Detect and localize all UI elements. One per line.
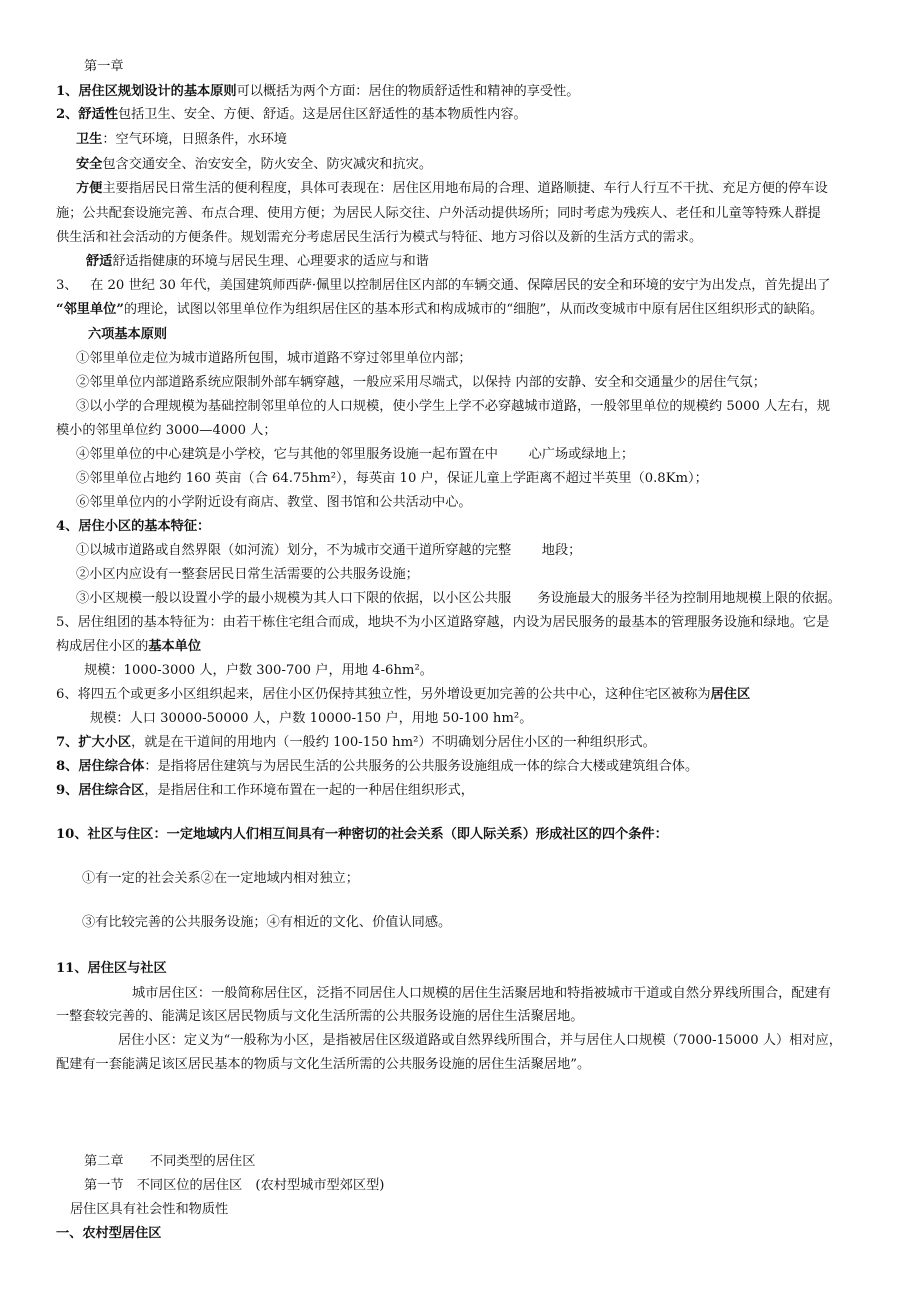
six-principles-title: 六项基本原则	[88, 327, 168, 342]
para-3-term: “邻里单位”	[56, 302, 124, 317]
weisheng-term: 卫生	[76, 132, 103, 147]
weisheng-text: ：空气环境，日照条件，水环境	[102, 132, 287, 147]
para-7-term: 扩大小区	[78, 735, 132, 750]
para-11-b-line-2: 配建有一套能满足该区居民基本的物质与文化生活所需的公共服务设施的居住生活聚居地”。	[56, 1057, 591, 1072]
para-5-scale: 规模：1000-3000 人，户数 300-700 户，用地 4-6hm²。	[84, 663, 433, 678]
feature-item: ②小区内应设有一整套居民日常生活需要的公共服务设施；	[76, 567, 419, 582]
fangbian-term: 方便	[76, 181, 103, 196]
para-7-text: ，就是在干道间的用地内（一般约 100-150 hm²）不明确划分居住小区的一种组织形式。	[131, 735, 656, 750]
para-6-text: 6、将四五个或更多小区组织起来，居住小区仍保持其独立性，另外增设更加完善的公共中心，这种住宅区被称为	[56, 687, 711, 702]
feature-item: ③小区规模一般以设置小学的最小规模为其人口下限的依据，以小区公共服 务设施最大的服务半径为控制用地规模上限的依据。	[76, 591, 841, 606]
para-8-text: ：是指将居住建筑与为居民生活的公共服务的公共服务设施组成一体的综合大楼或建筑组合体。	[144, 759, 699, 774]
para-3-num: 3、	[56, 278, 78, 293]
fangbian-line-3: 供生活和社会活动的方便条件。规划需充分考虑居民生活行为模式与特征、地方习俗以及新的生活方式的需求。	[56, 230, 703, 245]
principle-item: ⑥邻里单位内的小学附近设有商店、教堂、图书馆和公共活动中心。	[76, 495, 472, 510]
shushi-line	[86, 253, 429, 271]
para-8-num: 8、	[56, 759, 79, 774]
principle-item: ②邻里单位内部道路系统应限制外部车辆穿越，一般应采用尽端式，以保持 内部的安静、安全和交通量少的居住气氛；	[76, 375, 766, 390]
para-10-title: 10、社区与住区：一定地域内人们相互间具有一种密切的社会关系（即人际关系）形成社区的四个条件：	[56, 827, 668, 842]
para-4-title: 4、居住小区的基本特征：	[56, 519, 211, 534]
para-5-line-1: 5、居住组团的基本特征为：由若干栋住宅组合而成，地块不为小区道路穿越，内设为居民服务的最基本的管理服务设施和绿地。它是	[56, 615, 830, 630]
weisheng-line	[76, 131, 287, 149]
para-11-title: 11、居住区与社区	[56, 961, 167, 976]
chapter2-heading: 一、农村型居住区	[56, 1226, 162, 1241]
anquan-line	[76, 156, 432, 174]
shushi-text: 舒适指健康的环境与居民生理、心理要求的适应与和谐	[112, 254, 429, 269]
para-8	[56, 758, 698, 776]
para-6-scale: 规模：人口 30000-50000 人，户数 10000-150 户，用地 50-100 hm²。	[90, 711, 533, 726]
para-9-num: 9、	[56, 783, 79, 798]
fangbian-line-1	[76, 180, 828, 198]
principle-item-cont: 模小的邻里单位约 3000—4000 人；	[56, 423, 277, 438]
para-3-text-1: 在 20 世纪 30 年代，美国建筑师西萨·佩里以控制居住区内部的车辆交通、保障居民的安全和环境的安宁为出发点，首先提出了	[90, 278, 831, 293]
para-9-term: 居住综合区	[78, 783, 145, 798]
para-1-term: 居住区规划设计的基本原则	[78, 84, 237, 99]
para-9	[56, 782, 474, 800]
chapter2-line: 居住区具有社会性和物质性	[70, 1202, 229, 1217]
para-10-line-1: ①有一定的社会关系②在一定地域内相对独立；	[82, 871, 359, 886]
para-1	[56, 83, 580, 101]
para-5-term: 基本单位	[148, 639, 202, 654]
para-9-text: ，是指居住和工作环境布置在一起的一种居住组织形式，	[144, 783, 474, 798]
principle-item: ③以小学的合理规模为基础控制邻里单位的人口规模，使小学生上学不必穿越城市道路，一般邻里单位的规模约 5000 人左右，规	[76, 399, 831, 414]
para-8-term: 居住综合体	[78, 759, 145, 774]
para-7-num: 7、	[56, 735, 79, 750]
para-1-num: 1、	[56, 84, 79, 99]
para-2-num: 2、	[56, 107, 79, 122]
para-2	[56, 106, 527, 124]
para-11-a-line-1: 城市居住区：一般简称居住区，泛指不同居住人口规模的居住生活聚居地和特指被城市干道或自然分界线所围合，配建有	[132, 986, 831, 1001]
chapter1-title: 第一章	[84, 59, 124, 74]
para-3-text-2: 的理论，试图以邻里单位作为组织居住区的基本形式和构成城市的“细胞”，从而改变城市中原有居住区组织形式的缺陷。	[123, 302, 824, 317]
para-7	[56, 734, 656, 752]
fangbian-text-1: 主要指居民日常生活的便利程度，具体可表现在：居住区用地布局的合理、道路顺捷、车行人行互不干扰、充足方便的停车设	[102, 181, 828, 196]
principle-item: ⑤邻里单位占地约 160 英亩（合 64.75hm²），每英亩 10 户，保证儿童上学距离不超过半英里（0.8Km）；	[76, 471, 708, 486]
para-11-a-line-2: 一整套较完善的、能满足该区居民物质与文化生活所需的公共服务设施的居住生活聚居地。	[56, 1009, 584, 1024]
para-5-line-2	[56, 638, 201, 656]
para-2-term: 舒适性	[78, 107, 118, 122]
chapter2-title: 第二章 不同类型的居住区	[84, 1154, 256, 1169]
fangbian-line-2: 施；公共配套设施完善、布点合理、使用方便；为居民人际交往、户外活动提供场所；同时考虑为残疾人、老任和儿童等特殊人群提	[56, 206, 821, 221]
para-2-text: 包括卫生、安全、方便、舒适。这是居住区舒适性的基本物质性内容。	[117, 107, 527, 122]
principle-item: ①邻里单位走位为城市道路所包围，城市道路不穿过邻里单位内部；	[76, 351, 472, 366]
para-11-b-line-1: 居住小区：定义为“一般称为小区，是指被居住区级道路或自然界线所围合，并与居住人口规模（7000-15000 人）相对应，	[118, 1033, 842, 1048]
shushi-term: 舒适	[86, 254, 113, 269]
para-6-term: 居住区	[710, 687, 751, 702]
para-3-line-1	[56, 277, 830, 295]
anquan-term: 安全	[76, 157, 103, 172]
anquan-text: 包含交通安全、治安安全，防火安全、防灾减灾和抗灾。	[102, 157, 433, 172]
feature-item: ①以城市道路或自然界限（如河流）划分，不为城市交通干道所穿越的完整 地段；	[76, 543, 582, 558]
para-10-line-2: ③有比较完善的公共服务设施；④有相近的文化、价值认同感。	[82, 915, 452, 930]
chapter2-section-1: 第一节 不同区位的居住区 (农村型城市型郊区型)	[84, 1178, 385, 1193]
principle-item: ④邻里单位的中心建筑是小学校，它与其他的邻里服务设施一起布置在中 心广场或绿地上；	[76, 447, 635, 462]
para-6	[56, 686, 750, 704]
para-1-text: 可以概括为两个方面：居住的物质舒适性和精神的享受性。	[236, 84, 580, 99]
para-5-text-2: 构成居住小区的	[56, 639, 149, 654]
para-3-line-2	[56, 301, 823, 319]
